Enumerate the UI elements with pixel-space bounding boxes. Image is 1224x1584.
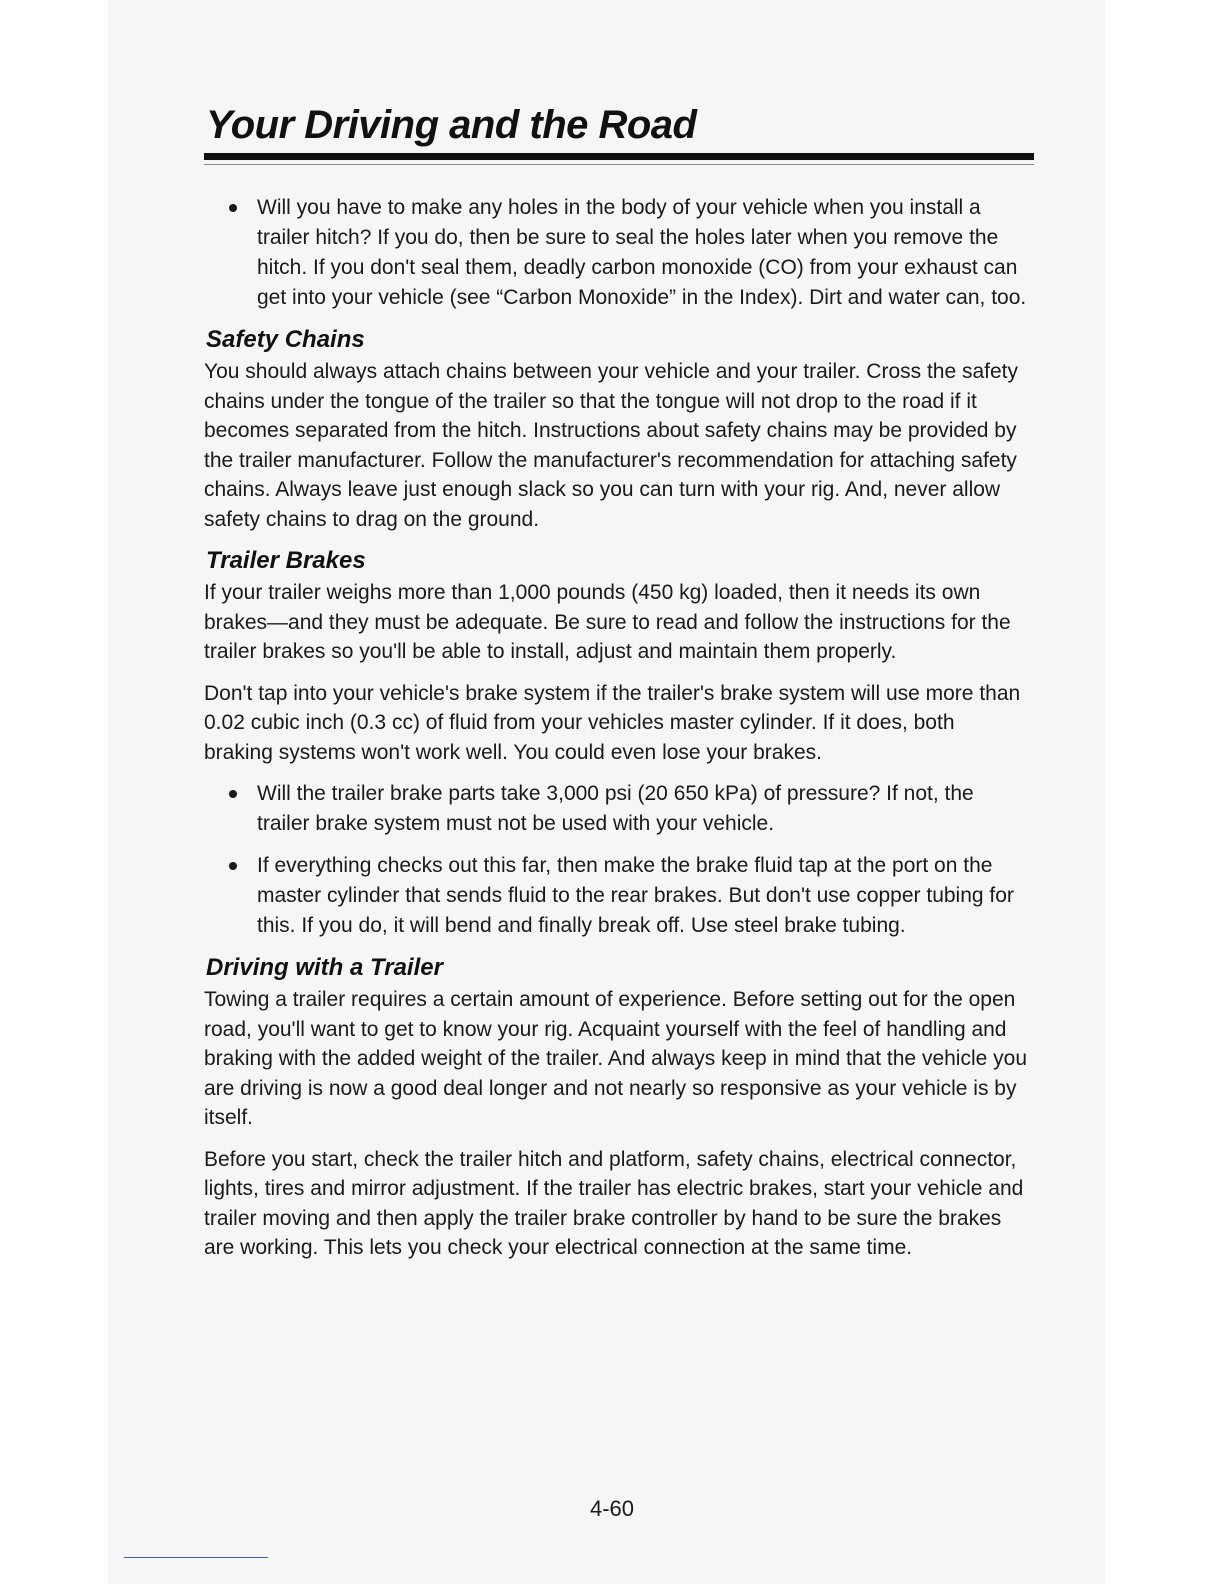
bullet-icon [229, 790, 237, 798]
safety-chains-paragraph: You should always attach chains between your vehicle and your trailer. Cross the safety chains under the tongue of the trailer so that the tongue will not drop to the road if it becomes separated from the hitch. Instructions about safety chains may be provided by the trailer manufacturer. Follow the manufacturer's recommendation for attaching safety chains. Always leave just enough slack so you can turn with your rig. And, never allow safety chains to drag on the ground. [204, 360, 1019, 531]
page-content [204, 98, 1034, 1275]
list-item-text: Will the trailer brake parts take 3,000 psi (20 650 kPa) of pressure? If not, the trailer brake system must not be used with your vehicle. [257, 782, 974, 835]
title-rule-thin [204, 164, 1034, 165]
page-number: 4-60 [589, 1496, 635, 1521]
trailer-brakes-paragraph-2: Don't tap into your vehicle's brake system if the trailer's brake system will use more than 0.02 cubic inch (0.3 cc) of fluid from your vehicles master cylinder. If it does, both braking systems won't work well. You could even lose your brakes. [204, 681, 1021, 764]
bullet-icon [229, 204, 237, 212]
trailer-brakes-paragraph-1: If your trailer weighs more than 1,000 pounds (450 kg) loaded, then it needs its own brakes—and they must be adequate. Be sure to read and follow the instructions for the trailer brakes so you'll be able to install, adjust and maintain them properly. [204, 581, 1011, 663]
footer-rule [124, 1557, 268, 1558]
driving-with-trailer-paragraph-2: Before you start, check the trailer hitch and platform, safety chains, electrical connector, lights, tires and mirror adjustment. If the trailer has electric brakes, start your vehicle and trailer moving and then apply the trailer brake controller by hand to be sure the brakes are working. This lets you check your electrical connection at the same time. [204, 1147, 1024, 1259]
bullet-icon [229, 862, 237, 870]
list-item [204, 779, 1034, 839]
trailer-brakes-bullet-list [204, 779, 1034, 941]
list-item-text: If everything checks out this far, then make the brake fluid tap at the port on the master cylinder that sends fluid to the rear brakes. But don't use copper tubing for this. If you do, it will bend and finally break off. Use steel brake tubing. [257, 854, 1014, 937]
list-item-text: Will you have to make any holes in the body of your vehicle when you install a trailer hitch? If you do, then be sure to seal the holes later when you remove the hitch. If you don't seal them, deadly carbon monoxide (CO) from your exhaust can get into your vehicle (see “Carbon Monoxide” in the Index). Dirt and water can, too. [257, 196, 1027, 309]
list-item [204, 193, 1034, 313]
title-rule-thick [204, 153, 1034, 160]
page-title: Your Driving and the Road [206, 103, 697, 147]
section-heading-driving-with-trailer: Driving with a Trailer [206, 954, 443, 981]
intro-bullet-list [204, 193, 1034, 313]
section-heading-trailer-brakes: Trailer Brakes [206, 547, 366, 574]
list-item [204, 851, 1034, 941]
section-heading-safety-chains: Safety Chains [206, 326, 365, 353]
driving-with-trailer-paragraph-1: Towing a trailer requires a certain amount of experience. Before setting out for the open road, you'll want to get to know your rig. Acquaint yourself with the feel of handling and braking with the added weight of the trailer. And always keep in mind that the vehicle you are driving is now a good deal longer and not nearly so responsive as your vehicle is by itself. [204, 988, 1027, 1129]
